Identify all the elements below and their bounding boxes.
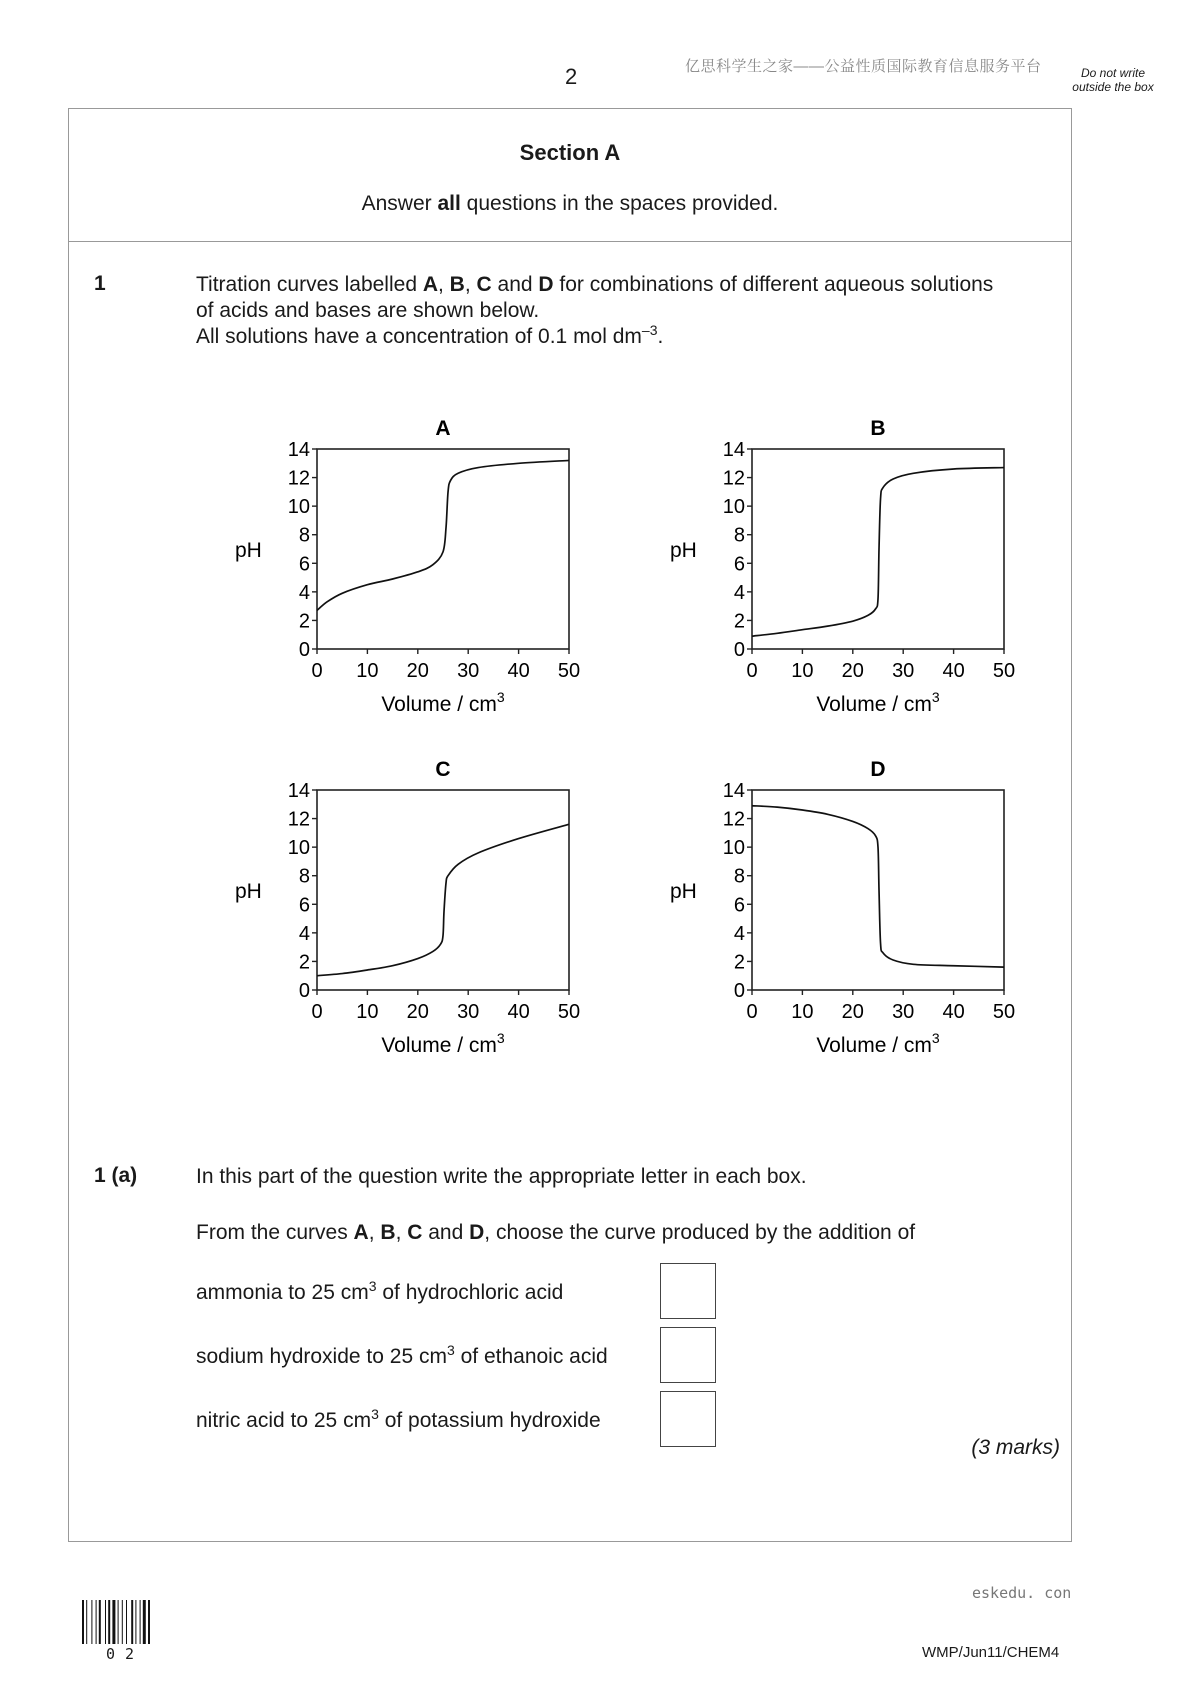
y-tick-label: 2 — [733, 610, 745, 633]
x-tick-label: 30 — [892, 1001, 915, 1023]
answer-box-3[interactable] — [660, 1391, 716, 1447]
barcode-bar — [99, 1600, 101, 1644]
barcode-bar — [140, 1600, 141, 1644]
barcode-bar — [148, 1600, 150, 1644]
part-a-item-1: ammonia to 25 $cm^3$ of hydrochloric acid — [196, 1278, 564, 1304]
titration-chart-a — [220, 405, 600, 725]
barcode-bar — [135, 1600, 136, 1644]
y-tick-label: 6 — [298, 553, 310, 576]
plot-frame — [317, 790, 569, 990]
titration-chart-c — [220, 746, 600, 1066]
y-tick-label: 14 — [287, 780, 310, 802]
y-tick-label: 8 — [298, 524, 310, 547]
x-tick-label: 50 — [557, 1001, 581, 1023]
x-tick-label: 20 — [406, 1001, 429, 1023]
x-axis-label: Volume / $cm^3$ — [816, 689, 940, 716]
barcode-bar — [105, 1600, 106, 1644]
y-tick-label: 0 — [298, 980, 310, 1002]
answer-box-2[interactable] — [660, 1327, 716, 1383]
part-a-item-2: sodium hydroxide to 25 $cm^3$ of ethanoic acid — [196, 1342, 608, 1368]
x-tick-label: 10 — [356, 660, 379, 682]
y-tick-label: 0 — [298, 639, 310, 661]
x-axis-label: Volume / $cm^3$ — [381, 689, 505, 716]
chart-title: A — [435, 417, 451, 440]
section-title: Section A — [519, 140, 621, 165]
chart-title: B — [870, 417, 886, 440]
y-tick-label: 4 — [733, 581, 745, 604]
x-tick-label: 40 — [942, 1001, 965, 1023]
x-axis-label: Volume / $cm^3$ — [381, 1030, 505, 1057]
y-tick-label: 0 — [733, 980, 745, 1002]
part-a-intro: In this part of the question write the appropriate letter in each box. — [196, 1165, 807, 1188]
y-tick-label: 8 — [733, 865, 745, 888]
x-axis-label: Volume / $cm^3$ — [816, 1030, 940, 1057]
x-tick-label: 0 — [746, 660, 758, 682]
part-a-prompt: From the curves A, B, C and D, choose the curve produced by the addition of — [196, 1221, 916, 1244]
y-tick-label: 12 — [722, 808, 745, 831]
y-tick-label: 14 — [287, 439, 310, 461]
y-tick-label: 6 — [733, 553, 745, 576]
barcode-bar — [118, 1600, 119, 1644]
question-stem-line1: Titration curves labelled A, B, C and D for combinations of different aqueous solutions — [196, 273, 994, 296]
y-axis-label: pH — [235, 880, 262, 903]
y-tick-label: 6 — [298, 894, 310, 917]
x-tick-label: 30 — [457, 660, 480, 682]
x-tick-label: 10 — [356, 1001, 379, 1023]
chart-title: D — [870, 758, 886, 781]
y-tick-label: 4 — [298, 581, 310, 604]
x-tick-label: 20 — [841, 1001, 864, 1023]
page-number: 2 — [565, 64, 578, 89]
barcode-bar — [126, 1600, 127, 1644]
site-url: eskedu. con — [972, 1584, 1072, 1602]
question-stem — [196, 272, 1056, 350]
question-number: 1 — [94, 272, 106, 295]
y-tick-label: 0 — [733, 639, 745, 661]
y-tick-label: 10 — [722, 837, 745, 860]
y-tick-label: 12 — [287, 808, 310, 831]
barcode-bar — [143, 1600, 146, 1644]
barcode-bar — [82, 1600, 84, 1644]
x-tick-label: 10 — [791, 660, 814, 682]
marks-label: (3 marks) — [971, 1436, 1060, 1459]
x-tick-label: 30 — [457, 1001, 480, 1023]
barcode-bar — [131, 1600, 133, 1644]
y-tick-label: 10 — [287, 496, 310, 519]
x-tick-label: 0 — [746, 1001, 758, 1023]
barcode-bar — [122, 1600, 123, 1644]
question-stem-line3: All solutions have a concentration of 0.1 mol $dm^{-3}$. — [196, 322, 664, 348]
titration-chart-b — [655, 405, 1035, 725]
y-tick-label: 6 — [733, 894, 745, 917]
y-tick-label: 2 — [298, 951, 310, 974]
x-tick-label: 0 — [311, 1001, 323, 1023]
y-tick-label: 8 — [733, 524, 745, 547]
chart-title: C — [435, 758, 451, 781]
x-tick-label: 40 — [507, 660, 530, 682]
x-tick-label: 40 — [507, 1001, 530, 1023]
titration-curve — [752, 806, 1004, 967]
x-tick-label: 20 — [841, 660, 864, 682]
plot-frame — [752, 790, 1004, 990]
y-tick-label: 14 — [722, 439, 745, 461]
paper-code: WMP/Jun11/CHEM4 — [922, 1644, 1060, 1661]
barcode-digits: 02 — [106, 1645, 145, 1663]
margin-note: Do not write outside the box — [1072, 66, 1154, 94]
section-instruction: Answer all questions in the spaces provided. — [361, 192, 779, 215]
x-tick-label: 30 — [892, 660, 915, 682]
y-tick-label: 14 — [722, 780, 745, 802]
part-a-label: 1 (a) — [94, 1164, 138, 1187]
y-tick-label: 12 — [287, 467, 310, 490]
y-tick-label: 2 — [298, 610, 310, 633]
titration-curve — [317, 824, 569, 975]
y-tick-label: 2 — [733, 951, 745, 974]
barcode-bar — [91, 1600, 92, 1644]
barcode-bar — [112, 1600, 115, 1644]
x-tick-label: 50 — [557, 660, 581, 682]
y-tick-label: 10 — [722, 496, 745, 519]
barcode-bar — [96, 1600, 97, 1644]
question-stem-line2: of acids and bases are shown below. — [196, 299, 540, 322]
x-tick-label: 50 — [992, 1001, 1016, 1023]
watermark-text: 亿思科学生之家——公益性质国际教育信息服务平台 — [685, 58, 1042, 75]
answer-box-1[interactable] — [660, 1263, 716, 1319]
y-tick-label: 10 — [287, 837, 310, 860]
x-tick-label: 20 — [406, 660, 429, 682]
x-tick-label: 50 — [992, 660, 1016, 682]
x-tick-label: 10 — [791, 1001, 814, 1023]
y-tick-label: 4 — [733, 922, 745, 945]
titration-chart-d — [655, 746, 1035, 1066]
part-a-item-3: nitric acid to 25 $cm^3$ of potassium hydroxide — [196, 1406, 601, 1432]
section-divider — [68, 241, 1072, 242]
y-axis-label: pH — [670, 880, 697, 903]
plot-frame — [752, 449, 1004, 649]
y-tick-label: 8 — [298, 865, 310, 888]
barcode-bar — [108, 1600, 110, 1644]
x-tick-label: 40 — [942, 660, 965, 682]
y-tick-label: 4 — [298, 922, 310, 945]
titration-curve — [317, 460, 569, 610]
x-tick-label: 0 — [311, 660, 323, 682]
barcode-bar — [86, 1600, 87, 1644]
y-axis-label: pH — [235, 539, 262, 562]
y-tick-label: 12 — [722, 467, 745, 490]
barcode-graphic — [82, 1600, 177, 1644]
y-axis-label: pH — [670, 539, 697, 562]
titration-curve — [752, 468, 1004, 637]
